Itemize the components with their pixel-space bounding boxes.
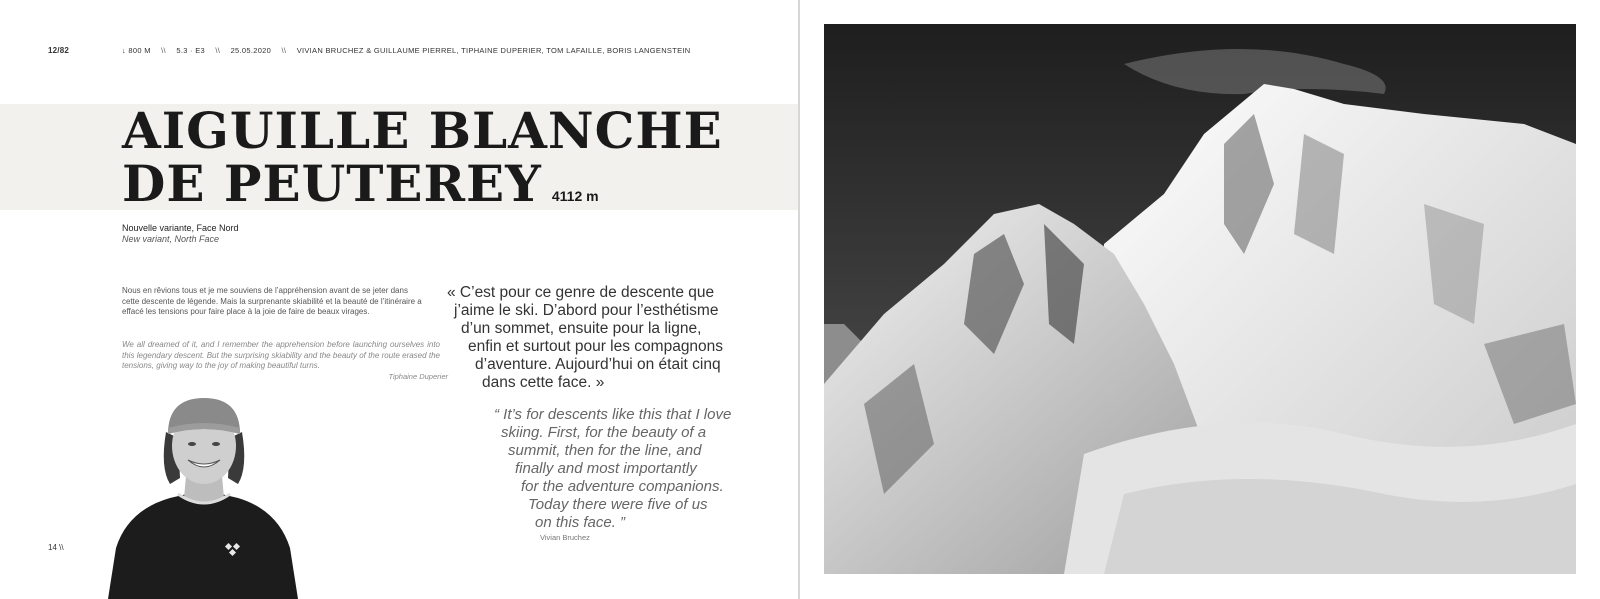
left-page	[0, 0, 798, 599]
quote-fr-line: d’un sommet, ensuite pour la ligne,	[461, 320, 702, 337]
separator: \\	[215, 46, 221, 55]
quote-fr-line: dans cette face. »	[482, 374, 605, 391]
quote-en-line: on this face. ”	[535, 514, 626, 531]
quote-en-line: finally and most importantly	[515, 460, 697, 477]
quote-fr	[447, 284, 767, 392]
mountain-photo	[824, 24, 1576, 574]
variant-en: New variant, North Face	[122, 234, 220, 244]
variant-fr: Nouvelle variante, Face Nord	[122, 223, 239, 233]
date: 25.05.2020	[230, 46, 272, 55]
team: VIVIAN BRUCHEZ & GUILLAUME PIERREL, TIPHAINE DUPERIER, TOM LAFAILLE, BORIS LANGENSTEIN	[296, 46, 691, 55]
quote-fr-line: enfin et surtout pour les compagnons	[468, 338, 724, 355]
page-title	[122, 101, 723, 223]
title-line-1: AIGUILLE BLANCHE	[122, 101, 723, 160]
intro-text-en: We all dreamed of it, and I remember the apprehension before launching ourselves into this legendary descent. But the surprising skiability and the beauty of the route erased the tensions, giving way to the joy of making beautiful turns.	[122, 340, 440, 370]
title-line-2-text: DE PEUTEREY	[122, 154, 542, 213]
altitude: 4112 m	[551, 188, 599, 204]
quote-en-line: for the adventure companions.	[521, 478, 724, 495]
quote-fr-line: j’aime le ski. D’abord pour l’esthétisme	[454, 302, 719, 319]
variant	[122, 223, 239, 245]
folio: 12/82	[48, 46, 70, 55]
title-line-2	[122, 154, 723, 223]
quote-en-line: summit, then for the line, and	[508, 442, 702, 459]
portrait-photo	[108, 398, 298, 599]
route-meta	[122, 46, 699, 55]
intro-author: Tiphaine Duperier	[388, 372, 448, 381]
grade: 5.3 · E3	[176, 46, 206, 55]
quote-en-line: “ It’s for descents like this that I love	[494, 406, 732, 423]
quote-en	[494, 406, 784, 532]
separator: \\	[281, 46, 287, 55]
quote-fr-line: d’aventure. Aujourd’hui on était cinq	[475, 356, 721, 373]
quote-fr-line: « C’est pour ce genre de descente que	[447, 284, 715, 301]
separator: \\	[161, 46, 166, 55]
quote-author: Vivian Bruchez	[540, 533, 590, 542]
page-number: 14 \\	[48, 543, 64, 552]
right-page	[800, 0, 1600, 599]
intro-text-fr: Nous en rêvions tous et je me souviens de l’appréhension avant de se jeter dans cette descente de légende. Mais la surprenante skiabilité et la beauté de l’itinéraire a effacé les tensions pour faire place à la joie de faire de beaux virages.	[122, 286, 422, 316]
quote-en-line: skiing. First, for the beauty of a	[501, 424, 707, 441]
elevation-drop: ↓ 800 M	[122, 46, 151, 55]
quote-en-line: Today there were five of us	[528, 496, 708, 513]
